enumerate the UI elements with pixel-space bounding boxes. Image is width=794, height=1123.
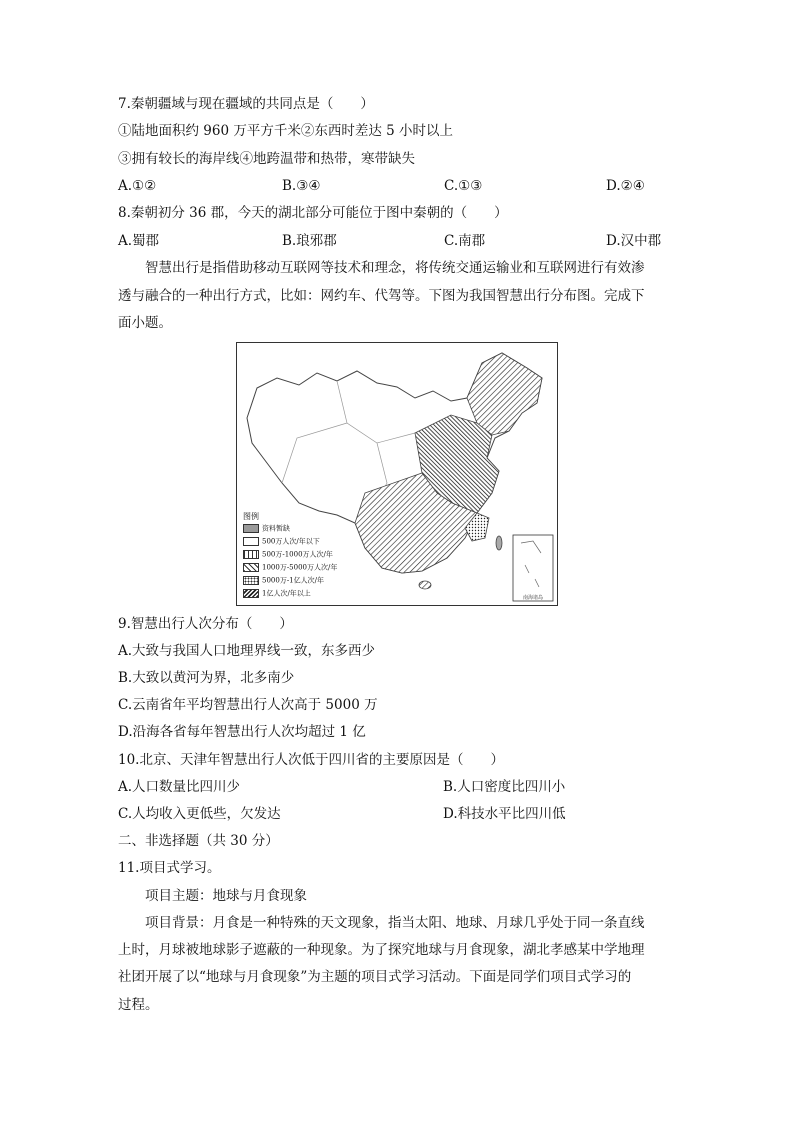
legend-label: 1000万-5000万人次/年 [262, 563, 338, 572]
q11-background-2: 上时，月球被地球影子遮蔽的一种现象。为了探究地球与月食现象，湖北孝感某中学地理 [118, 942, 645, 958]
swatch-grid-icon [243, 550, 259, 559]
q8-stem: 8.秦朝初分 36 郡，今天的湖北部分可能位于图中秦朝的（ ） [118, 205, 508, 221]
legend-label: 1亿人次/年以上 [262, 589, 311, 598]
q11-background-1: 项目背景：月食是一种特殊的天文现象，指当太阳、地球、月球几乎处于同一条直线 [145, 915, 645, 931]
swatch-dense-hatch-icon [243, 589, 259, 598]
passage-line-3: 面小题。 [118, 315, 172, 331]
q10-option-b: B.人口密度比四川小 [443, 779, 566, 795]
q8-option-a: A.蜀郡 [118, 233, 160, 249]
legend-item-50m-100m [243, 576, 324, 586]
q7-statements-2: ③拥有较长的海岸线④地跨温带和热带，寒带缺失 [118, 151, 415, 167]
q7-stem: 7.秦朝疆域与现在疆域的共同点是（ ） [118, 96, 374, 112]
q11-background-4: 过程。 [118, 997, 159, 1013]
q8-option-b: B.琅邪郡 [282, 233, 337, 249]
q7-option-d: D.②④ [606, 178, 645, 194]
inset-label: 南海诸岛 [523, 595, 544, 601]
q10-option-a: A.人口数量比四川少 [118, 779, 241, 795]
section-heading: 二、非选择题（共 30 分） [118, 833, 279, 849]
legend-label: 资料暂缺 [262, 524, 290, 533]
q11-theme: 项目主题：地球与月食现象 [145, 888, 307, 904]
q11-stem: 11.项目式学习。 [118, 860, 221, 876]
passage-line-1: 智慧出行是指借助移动互联网等技术和理念，将传统交通运输业和互联网进行有效渗 [145, 260, 645, 276]
q10-option-c: C.人均收入更低些，欠发达 [118, 806, 281, 822]
swatch-no-data-icon [243, 524, 259, 533]
q11-background-3: 社团开展了以“地球与月食现象”为主题的项目式学习活动。下面是同学们项目式学习的 [118, 969, 632, 985]
q8-option-c: C.南郡 [444, 233, 486, 249]
q7-option-b: B.③④ [282, 178, 321, 194]
q10-stem: 10.北京、天津年智慧出行人次低于四川省的主要原因是（ ） [118, 752, 504, 768]
legend-item-10m-50m [243, 563, 337, 573]
legend-item-no-data [243, 524, 290, 534]
swatch-dots-icon [243, 576, 259, 585]
legend-label: 500万-1000万人次/年 [262, 550, 333, 559]
smart-travel-map [236, 342, 558, 606]
swatch-hatch-icon [243, 563, 259, 572]
q9-option-b: B.大致以黄河为界，北多南少 [118, 670, 295, 686]
legend-item-below-5m [243, 537, 320, 547]
passage-line-2: 透与融合的一种出行方式，比如：网约车、代驾等。下图为我国智慧出行分布图。完成下 [118, 288, 645, 304]
q9-stem: 9.智慧出行人次分布（ ） [118, 616, 293, 632]
legend-label: 500万人次/年以下 [262, 537, 320, 546]
q9-option-d: D.沿海各省每年智慧出行人次均超过 1 亿 [118, 724, 366, 740]
legend-label: 5000万-1亿人次/年 [262, 576, 324, 585]
swatch-white-icon [243, 537, 259, 546]
q9-option-a: A.大致与我国人口地理界线一致，东多西少 [118, 643, 376, 659]
q7-option-a: A.①② [118, 178, 157, 194]
q7-option-c: C.①③ [444, 178, 483, 194]
q8-option-d: D.汉中郡 [606, 233, 662, 249]
legend-item-5m-10m [243, 550, 333, 560]
q9-option-c: C.云南省年平均智慧出行人次高于 5000 万 [118, 697, 378, 713]
q10-option-d: D.科技水平比四川低 [443, 806, 566, 822]
legend-title: 图例 [243, 512, 259, 521]
legend-item-above-100m [243, 589, 311, 599]
q7-statements-1: ①陆地面积约 960 万平方千米②东西时差达 5 小时以上 [118, 123, 454, 139]
